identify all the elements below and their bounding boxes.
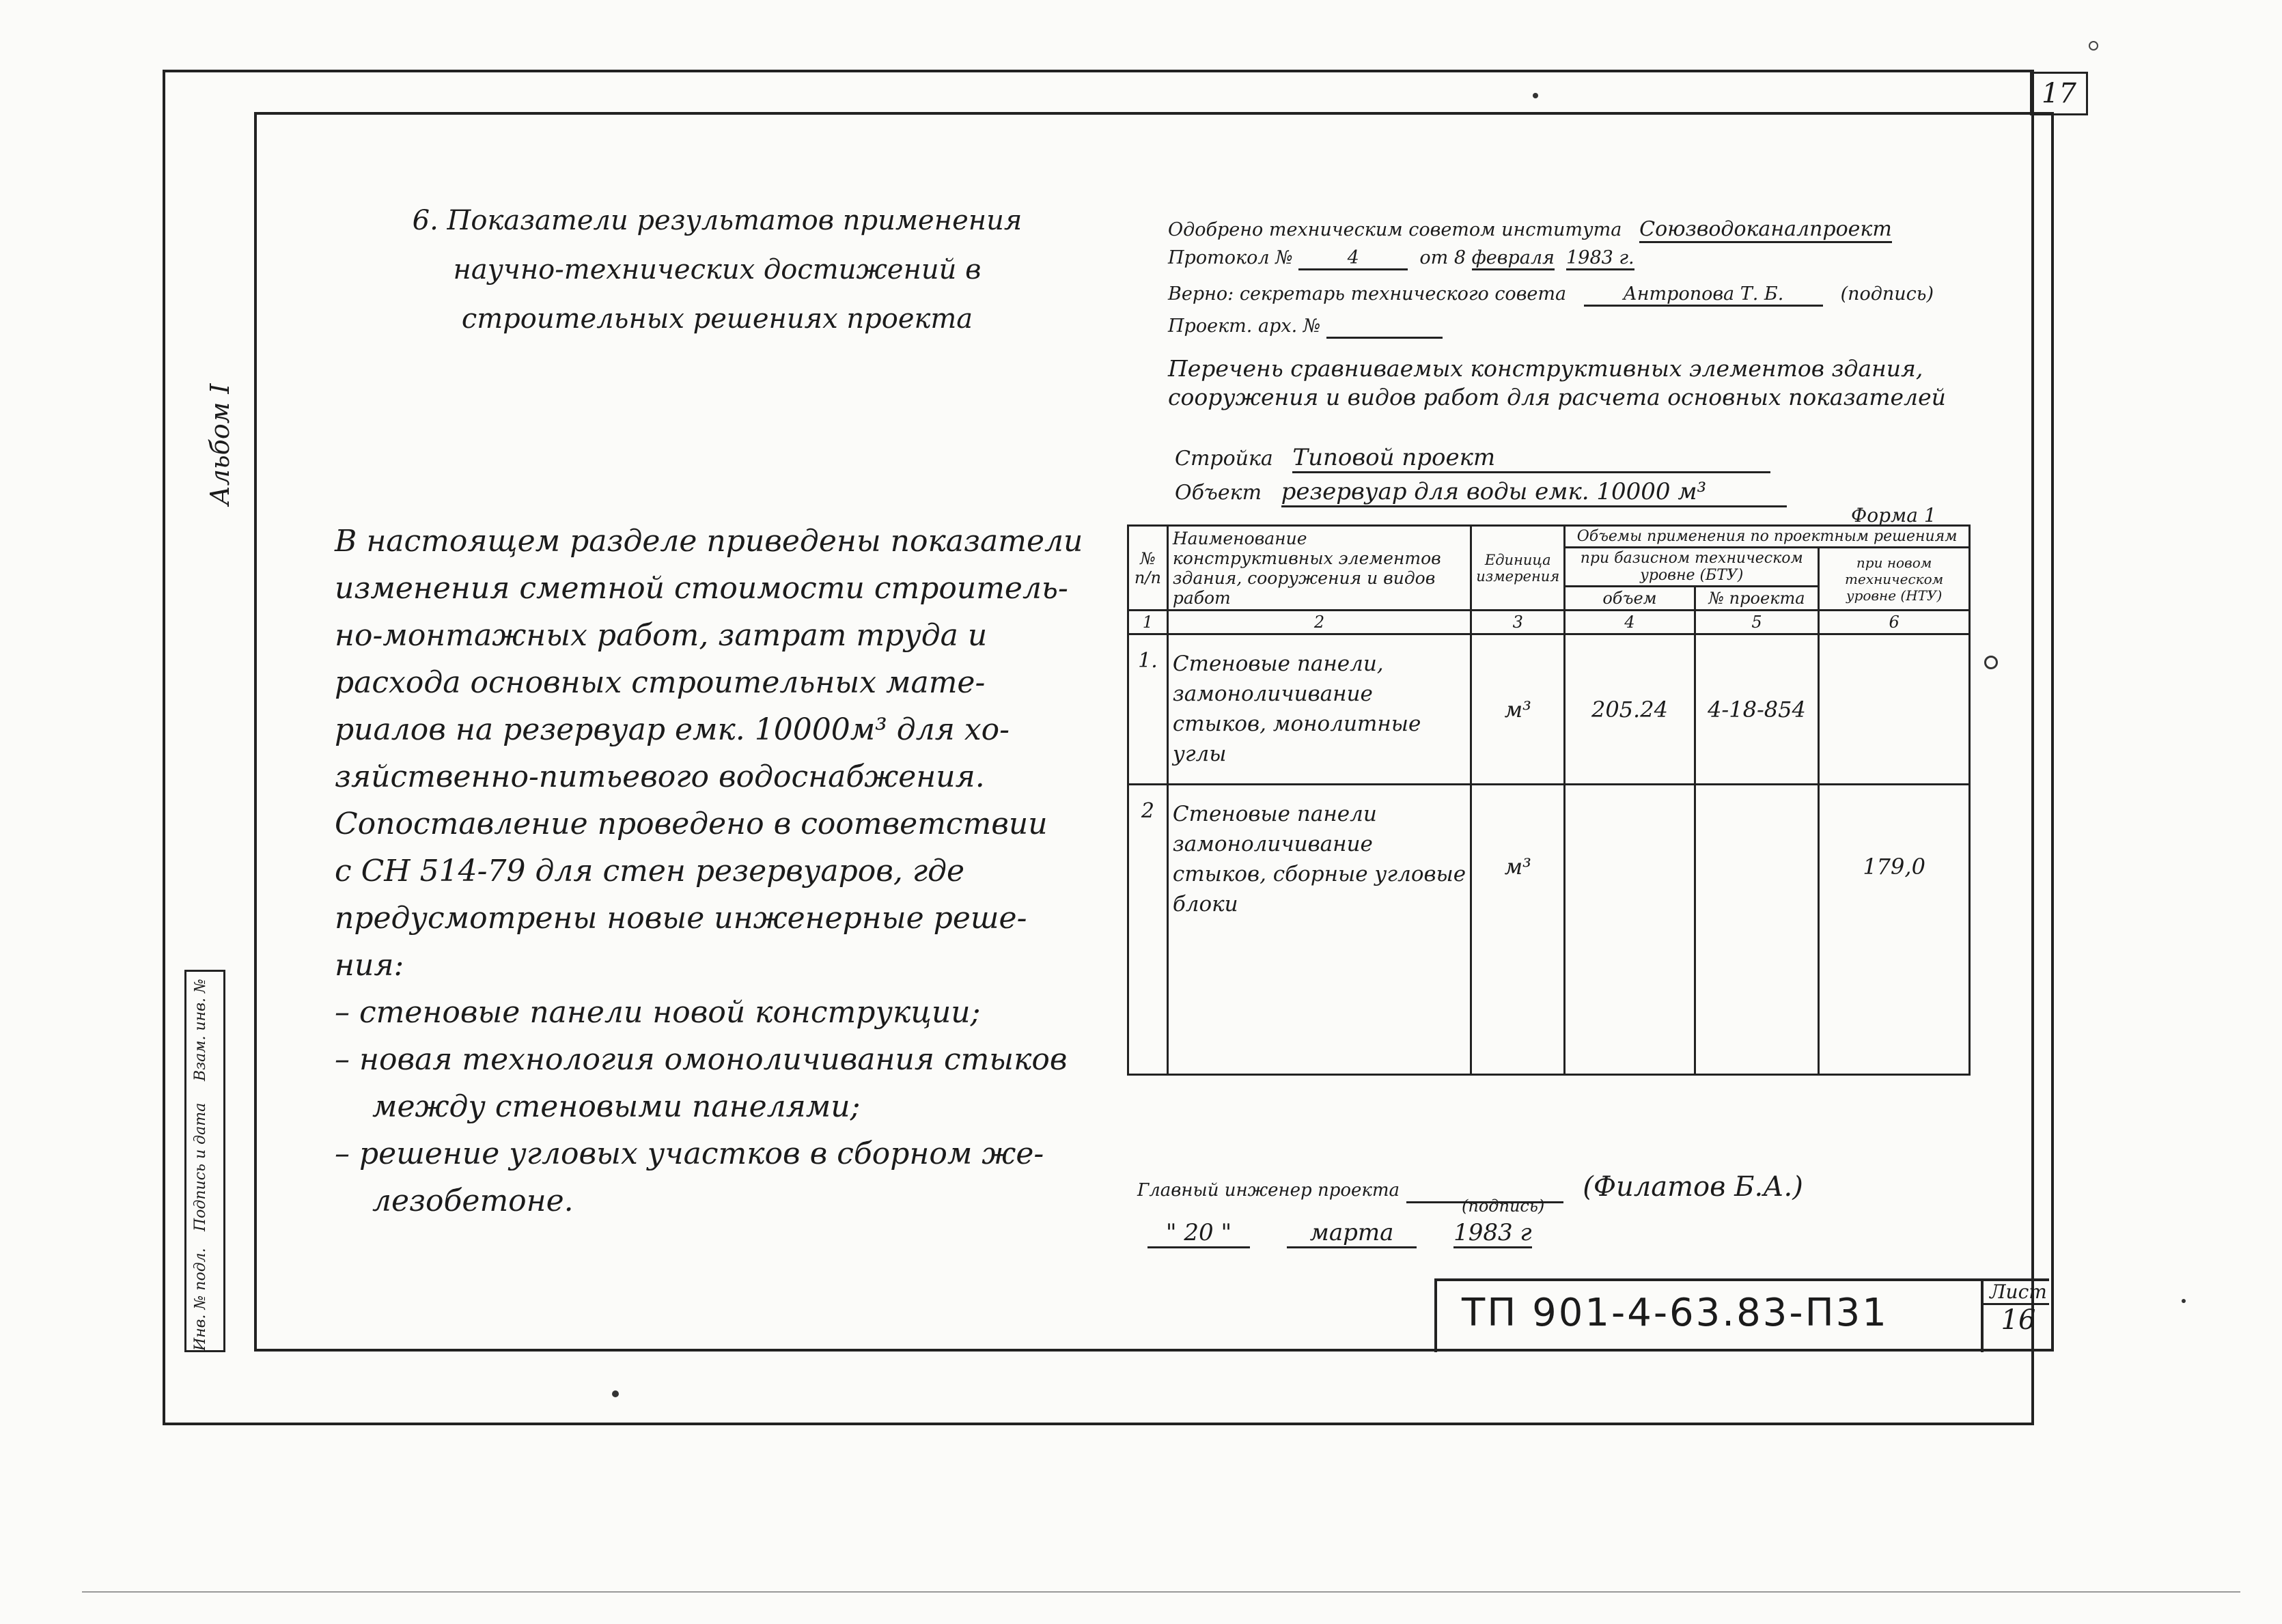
- side-stamp-replace: Взам. инв. №: [192, 979, 209, 1081]
- body-line: – стеновые панели новой конструкции;: [335, 995, 981, 1030]
- body-text: [335, 518, 1100, 1224]
- chief-name: (Филатов Б.А.): [1583, 1171, 1803, 1203]
- body-line: зяйственно-питьевого водоснабжения.: [335, 759, 985, 794]
- chief-label: Главный инженер проекта: [1137, 1180, 1400, 1201]
- table-header-row: [1128, 526, 1970, 548]
- table-row: [1128, 785, 1970, 1075]
- header-unit: Единица измерения: [1471, 526, 1565, 611]
- header-project-no: № проекта: [1695, 587, 1819, 611]
- date-year-2: 1983 г: [1453, 1219, 1532, 1248]
- row-volume: [1565, 785, 1695, 1075]
- body-line: ния:: [335, 948, 404, 983]
- protocol-number: 4: [1298, 247, 1408, 270]
- row-num: 1.: [1128, 634, 1168, 785]
- header-new: при новом техническом уровне (НТУ): [1819, 548, 1970, 611]
- chief-sig-label: (подпись): [1462, 1196, 1545, 1216]
- signature-label: (подпись): [1840, 283, 1934, 305]
- list-label: Лист: [1990, 1280, 2047, 1303]
- side-stamp-sign: Подпись и дата: [192, 1102, 209, 1231]
- row-unit: м³: [1471, 634, 1565, 785]
- row-unit: м³: [1471, 785, 1565, 1075]
- header-volumes: Объемы применения по проектным решениям: [1565, 526, 1970, 548]
- colnum-cell: 6: [1819, 611, 1970, 634]
- object-row: [1175, 478, 1787, 507]
- comparison-table: [1127, 524, 1971, 1076]
- section-title-2: научно-технических достижений в: [453, 254, 982, 285]
- approval-line-2: [1168, 247, 1634, 270]
- date-month: февраля: [1472, 247, 1555, 270]
- colnum-cell: 2: [1167, 611, 1471, 634]
- row-num: 2: [1128, 785, 1168, 1075]
- body-line: Сопоставление проведено в соответствии: [335, 807, 1048, 841]
- body-line: изменения сметной стоимости строитель-: [335, 571, 1068, 606]
- date-year: 1983 г.: [1566, 247, 1634, 270]
- body-line: лезобетоне.: [372, 1184, 574, 1218]
- project-arch-label: Проект. арх. №: [1168, 316, 1321, 337]
- list-title-2: сооружения и видов работ для расчета основных показателей: [1168, 384, 1946, 410]
- section-title-3: строительных решениях проекта: [461, 303, 973, 335]
- date-prefix: от 8: [1419, 247, 1466, 268]
- stamp-code: ТП 901-4-63.83-П31: [1462, 1291, 1889, 1335]
- construction-row: [1175, 444, 1770, 473]
- header-volume: объем: [1565, 587, 1695, 611]
- body-line: риалов на резервуар емк. 10000м³ для хо-: [335, 712, 1010, 747]
- row-name: Стеновые панели замоноличивание стыков, сборные угловые блоки: [1167, 785, 1471, 1075]
- date-day: " 20 ": [1147, 1219, 1250, 1248]
- form-label: Форма 1: [1851, 504, 1936, 527]
- header-name: Наименование конструктивных элементов здания, сооружения и видов работ: [1167, 526, 1471, 611]
- colnum-cell: 3: [1471, 611, 1565, 634]
- approved-by-label: Одобрено техническим советом института: [1168, 219, 1622, 240]
- row-name: Стеновые панели, замоноличивание стыков, монолитные углы: [1167, 634, 1471, 785]
- object-label: Объект: [1175, 481, 1262, 505]
- approval-line-1: [1168, 217, 1892, 243]
- row-project: [1695, 785, 1819, 1075]
- date-month-2: марта: [1287, 1219, 1417, 1248]
- construction-label: Стройка: [1175, 447, 1273, 471]
- body-line: – решение угловых участков в сборном же-: [335, 1136, 1044, 1171]
- header-num: № п/п: [1128, 526, 1168, 611]
- secretary-label: Верно: секретарь технического совета: [1168, 283, 1567, 305]
- date-row: [1147, 1219, 1532, 1248]
- header-base: при базисном техническом уровне (БТУ): [1565, 548, 1819, 587]
- approval-line-4: [1168, 316, 1443, 339]
- body-line: между стеновыми панелями;: [372, 1089, 861, 1124]
- list-title-1: Перечень сравниваемых конструктивных элементов здания,: [1168, 355, 1923, 382]
- row-volume: 205.24: [1565, 634, 1695, 785]
- table-row: [1128, 634, 1970, 785]
- secretary-name: Антропова Т. Б.: [1584, 283, 1823, 307]
- side-stamp: [184, 970, 225, 1352]
- side-stamp-inv: Инв. № подл.: [192, 1248, 209, 1351]
- body-line: но-монтажных работ, затрат труда и: [335, 618, 988, 653]
- protocol-label: Протокол №: [1168, 247, 1293, 268]
- approval-line-3: [1168, 283, 1934, 307]
- body-line: расхода основных строительных мате-: [335, 665, 986, 700]
- sheet-number: 17: [2030, 72, 2088, 115]
- body-line: предусмотрены новые инженерные реше-: [335, 901, 1027, 936]
- body-line: с СН 514-79 для стен резервуаров, где: [335, 854, 965, 888]
- institute-name: Союзводоканалпроект: [1639, 217, 1892, 243]
- row-new: 179,0: [1819, 785, 1970, 1075]
- row-new: [1819, 634, 1970, 785]
- album-label: Альбом I: [205, 383, 235, 505]
- body-line: В настоящем разделе приведены показатели: [335, 524, 1083, 559]
- section-title-1: 6. Показатели результатов применения: [412, 205, 1022, 236]
- colnum-cell: 1: [1128, 611, 1168, 634]
- object-value: резервуар для воды емк. 10000 м³: [1281, 478, 1787, 507]
- list-number: 16: [2001, 1304, 2036, 1336]
- row-project: 4-18-854: [1695, 634, 1819, 785]
- table-colnum-row: [1128, 611, 1970, 634]
- colnum-cell: 4: [1565, 611, 1695, 634]
- construction-value: Типовой проект: [1292, 444, 1770, 473]
- body-line: – новая технология омоноличивания стыков: [335, 1042, 1068, 1077]
- colnum-cell: 5: [1695, 611, 1819, 634]
